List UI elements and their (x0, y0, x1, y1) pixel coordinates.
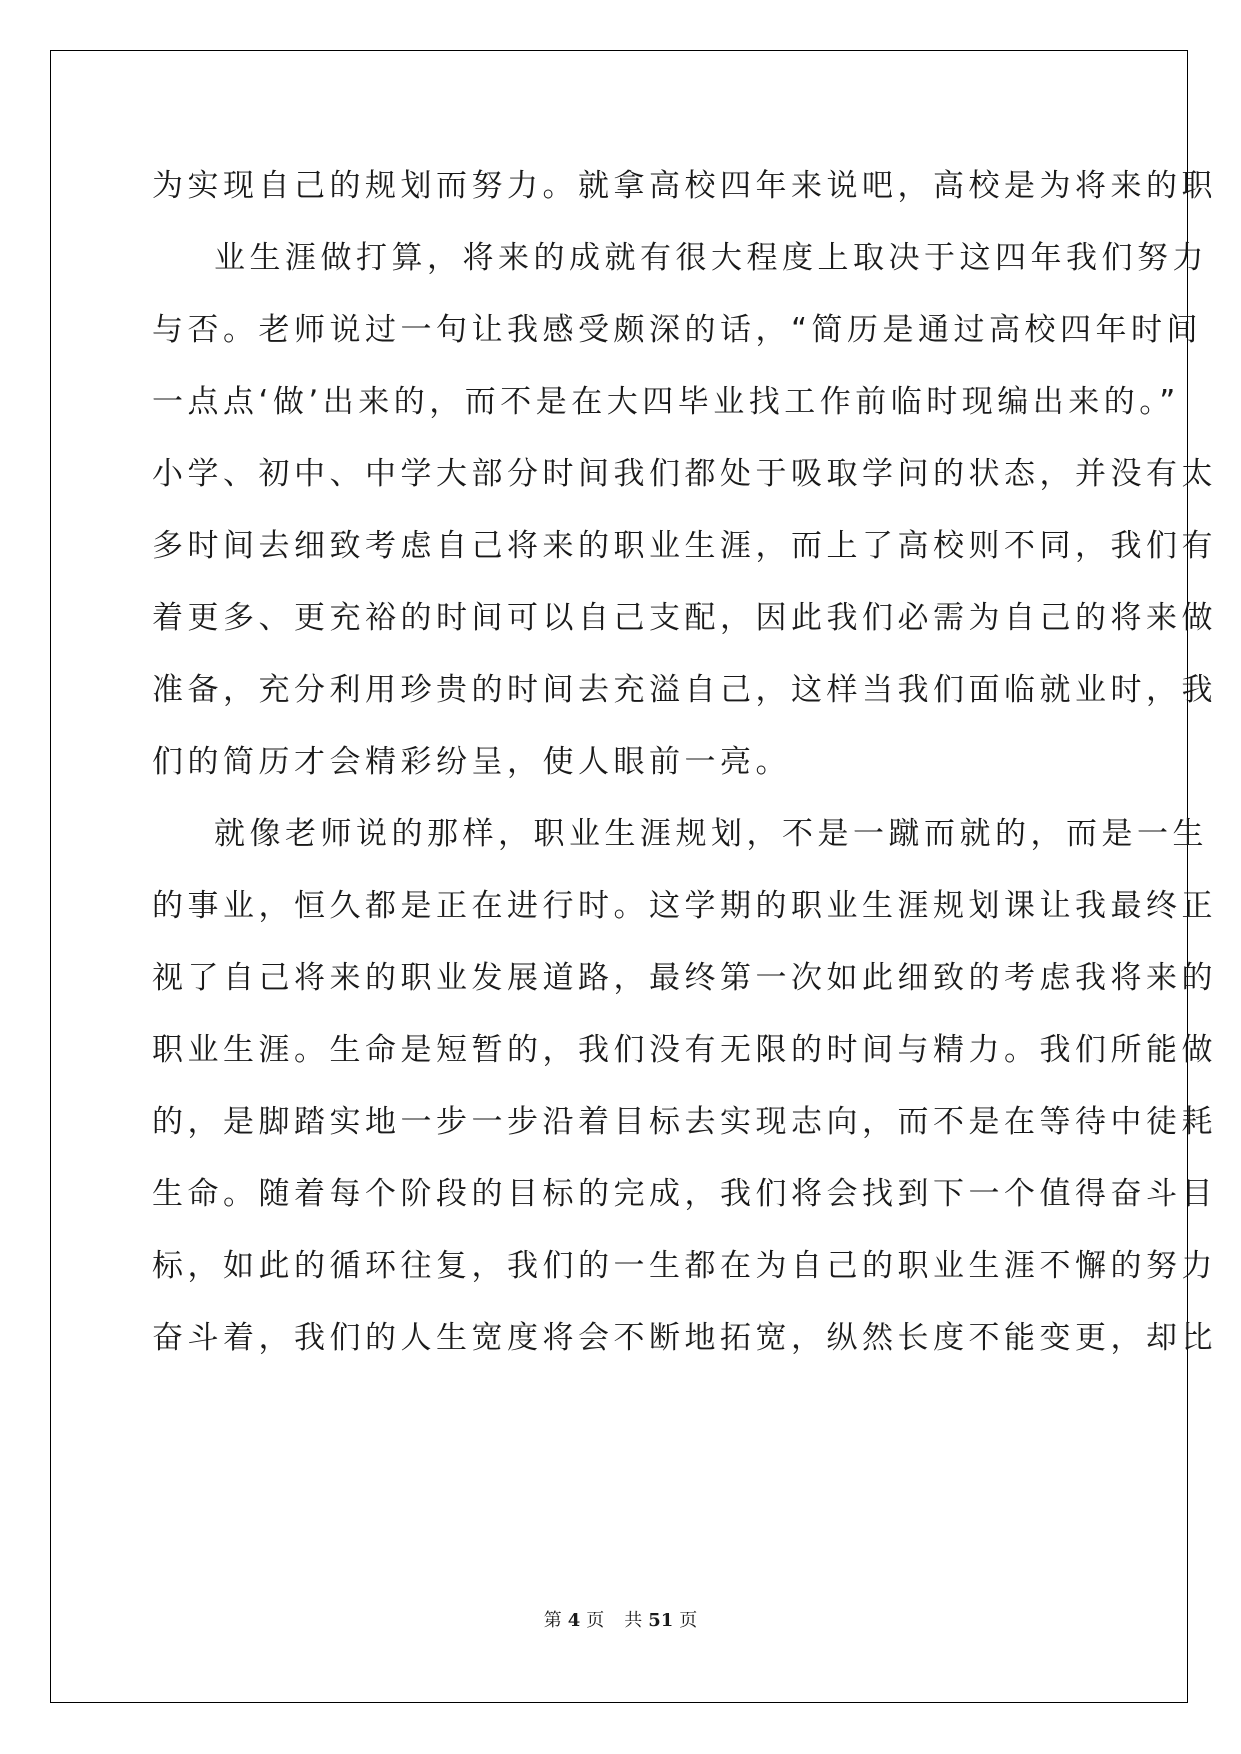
total-page-count: 51 (648, 1610, 674, 1631)
text-line: 们的简历才会精彩纷呈，使人眼前一亮。 (152, 744, 791, 780)
total-unit: 页 (679, 1610, 698, 1631)
text-line: 多时间去细致考虑自己将来的职业生涯，而上了高校则不同，我们有 (152, 528, 1217, 564)
text-line: 的事业，恒久都是正在进行时。这学期的职业生涯规划课让我最终正 (152, 888, 1217, 924)
text-line: 准备，充分利用珍贵的时间去充溢自己，这样当我们面临就业时，我 (152, 672, 1217, 708)
text-line: 小学、初中、中学大部分时间我们都处于吸取学问的状态，并没有太 (152, 456, 1217, 492)
text-line: 业生涯做打算，将来的成就有很大程度上取决于这四年我们努力 (214, 240, 1208, 276)
text-line: 生命。随着每个阶段的目标的完成，我们将会找到下一个值得奋斗目 (152, 1176, 1217, 1212)
page-footer (0, 1606, 1241, 1632)
text-line: 职业生涯。生命是短暂的，我们没有无限的时间与精力。我们所能做 (152, 1032, 1217, 1068)
text-line: 视了自己将来的职业发展道路，最终第一次如此细致的考虑我将来的 (152, 960, 1217, 996)
text-line: 与否。老师说过一句让我感受颇深的话，“简历是通过高校四年时间 (152, 312, 1203, 348)
page-prefix: 第 (543, 1610, 562, 1631)
text-line: 着更多、更充裕的时间可以自己支配，因此我们必需为自己的将来做 (152, 600, 1217, 636)
text-line: 奋斗着，我们的人生宽度将会不断地拓宽，纵然长度不能变更，却比 (152, 1320, 1217, 1356)
page-unit: 页 (586, 1610, 605, 1631)
text-line: 一点点‘做’出来的，而不是在大四毕业找工作前临时现编出来的。” (152, 384, 1180, 420)
text-line: 标，如此的循环往复，我们的一生都在为自己的职业生涯不懈的努力 (152, 1248, 1217, 1284)
text-line: 就像老师说的那样，职业生涯规划，不是一蹴而就的，而是一生 (214, 816, 1208, 852)
total-prefix: 共 (624, 1610, 643, 1631)
text-line: 的，是脚踏实地一步一步沿着目标去实现志向，而不是在等待中徒耗 (152, 1104, 1217, 1140)
page-border (50, 50, 1188, 1703)
text-line: 为实现自己的规划而努力。就拿高校四年来说吧，高校是为将来的职 (152, 168, 1217, 204)
current-page-number: 4 (567, 1610, 581, 1631)
